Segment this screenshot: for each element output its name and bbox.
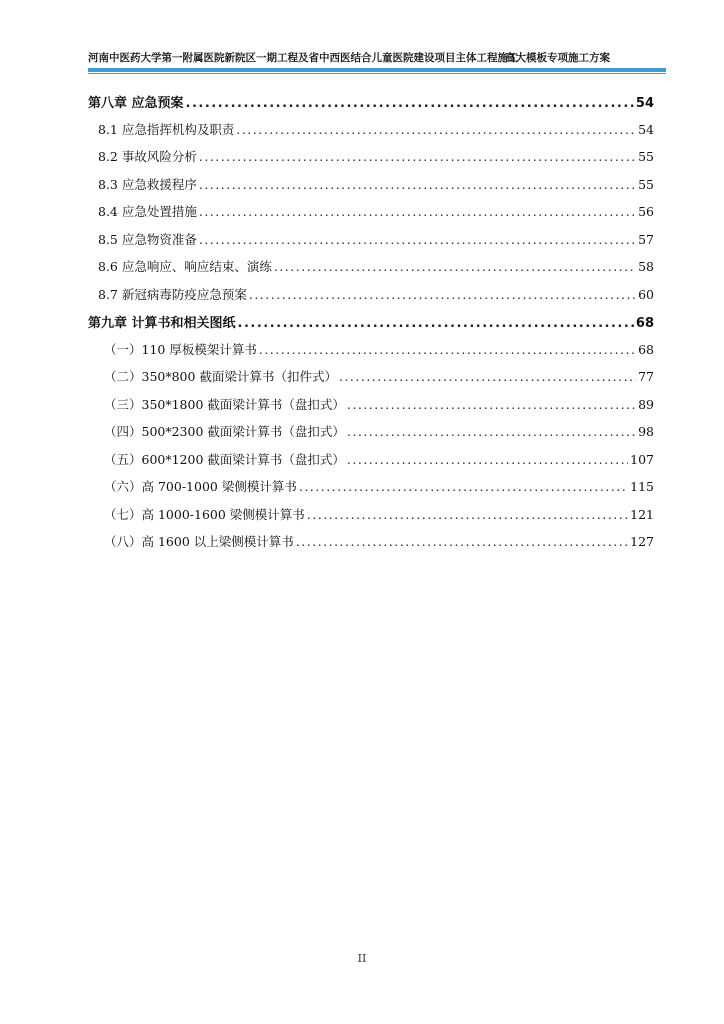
- toc-entry-page: 54: [638, 121, 654, 137]
- toc-entry[interactable]: [88, 202, 654, 230]
- toc-entry-title: （七）高 1000-1600 梁侧模计算书: [104, 506, 305, 522]
- toc-entry-title: 8.3 应急救援程序: [98, 176, 197, 192]
- toc-entry[interactable]: [88, 230, 654, 258]
- toc-leader-dots: [307, 507, 628, 522]
- toc-entry-page: 55: [638, 176, 654, 192]
- toc-leader-dots: [199, 177, 636, 192]
- toc-entry[interactable]: [88, 120, 654, 148]
- toc-entry-page: 127: [630, 534, 654, 549]
- page-header: [88, 50, 666, 66]
- toc-entry[interactable]: [88, 312, 654, 340]
- toc-entry[interactable]: [88, 147, 654, 175]
- toc-entry[interactable]: [88, 505, 654, 533]
- toc-entry-page: 98: [638, 424, 654, 439]
- toc-entry-title: （五）600*1200 截面梁计算书（盘扣式）: [104, 451, 345, 467]
- toc-entry[interactable]: [88, 285, 654, 313]
- toc-entry[interactable]: [88, 340, 654, 368]
- header-document-title: 高大模板专项施工方案: [505, 52, 610, 64]
- toc-entry-title: （六）高 700-1000 梁侧模计算书: [104, 479, 297, 494]
- toc-entry-page: 68: [638, 341, 654, 357]
- header-project-title: 河南中医药大学第一附属医院新院区一期工程及省中西医结合儿童医院建设项目主体工程施工: [88, 52, 519, 64]
- toc-leader-dots: [199, 232, 636, 247]
- toc-entry-title: （三）350*1800 截面梁计算书（盘扣式）: [104, 396, 345, 412]
- page-number: II: [357, 952, 367, 965]
- toc-entry-page: 107: [630, 451, 654, 467]
- toc-leader-dots: [299, 479, 628, 494]
- toc-entry[interactable]: [88, 450, 654, 478]
- toc-entry-page: 56: [638, 204, 654, 219]
- toc-leader-dots: [347, 452, 628, 467]
- toc-entry-title: 8.6 应急响应、响应结束、演练: [98, 259, 272, 274]
- toc-entry-title: （八）高 1600 以上梁侧模计算书: [104, 534, 294, 549]
- header-rule-thin: [88, 73, 666, 74]
- toc-leader-dots: [186, 96, 634, 111]
- toc-leader-dots: [274, 259, 636, 274]
- toc-leader-dots: [296, 534, 628, 549]
- toc-entry-page: 89: [638, 396, 654, 412]
- toc-entry[interactable]: [88, 257, 654, 285]
- table-of-contents: [88, 92, 654, 560]
- toc-leader-dots: [259, 342, 636, 357]
- toc-entry-page: 121: [630, 506, 654, 522]
- toc-entry-title: 8.5 应急物资准备: [98, 231, 197, 247]
- toc-leader-dots: [199, 204, 636, 219]
- toc-leader-dots: [236, 122, 636, 137]
- toc-entry-page: 68: [635, 316, 654, 331]
- toc-leader-dots: [347, 424, 636, 439]
- toc-leader-dots: [347, 397, 636, 412]
- toc-entry[interactable]: [88, 367, 654, 395]
- toc-entry-page: 115: [630, 479, 654, 494]
- toc-entry-title: 8.1 应急指挥机构及职责: [98, 121, 235, 137]
- toc-leader-dots: [249, 287, 636, 302]
- toc-entry-title: 8.4 应急处置措施: [98, 204, 197, 219]
- toc-entry-page: 55: [638, 149, 654, 164]
- toc-leader-dots: [238, 316, 634, 331]
- toc-entry[interactable]: [88, 92, 654, 120]
- toc-entry[interactable]: [88, 477, 654, 505]
- toc-entry-page: 58: [638, 259, 654, 274]
- toc-entry-title: 第八章 应急预案: [88, 96, 184, 111]
- toc-entry-title: （二）350*800 截面梁计算书（扣件式）: [104, 369, 337, 384]
- toc-entry[interactable]: [88, 532, 654, 560]
- toc-entry[interactable]: [88, 422, 654, 450]
- toc-entry-title: 第九章 计算书和相关图纸: [88, 316, 236, 331]
- toc-entry-page: 60: [638, 286, 654, 302]
- toc-entry-page: 57: [638, 231, 654, 247]
- toc-entry-title: 8.2 事故风险分析: [98, 149, 197, 164]
- toc-entry-title: （一）110 厚板模架计算书: [104, 341, 257, 357]
- toc-leader-dots: [339, 369, 636, 384]
- header-rule: [88, 68, 666, 72]
- toc-entry[interactable]: [88, 395, 654, 423]
- toc-entry-page: 77: [638, 369, 654, 384]
- toc-entry-title: （四）500*2300 截面梁计算书（盘扣式）: [104, 424, 345, 439]
- toc-entry[interactable]: [88, 175, 654, 203]
- toc-leader-dots: [199, 149, 636, 164]
- toc-entry-title: 8.7 新冠病毒防疫应急预案: [98, 286, 247, 302]
- toc-entry-page: 54: [635, 96, 654, 111]
